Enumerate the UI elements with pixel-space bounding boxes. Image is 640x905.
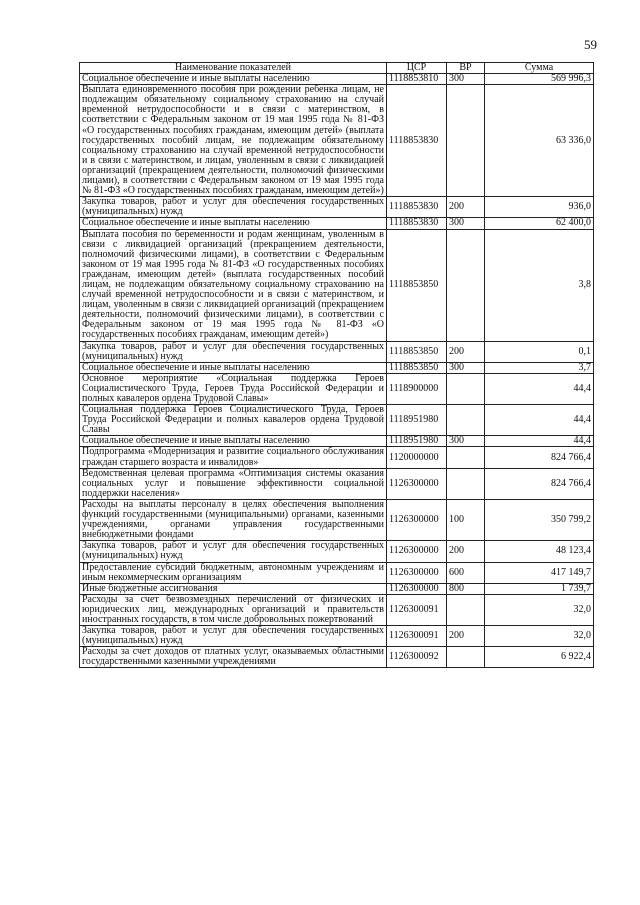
row-sum: 6 922,4 <box>485 647 594 668</box>
row-vr: 300 <box>447 74 485 85</box>
table-row <box>80 436 594 447</box>
row-csr: 1118853850 <box>387 362 447 373</box>
row-vr <box>447 405 485 436</box>
row-vr <box>447 229 485 341</box>
row-sum: 44,4 <box>485 373 594 404</box>
table-row <box>80 562 594 583</box>
table-row <box>80 362 594 373</box>
table-row <box>80 647 594 668</box>
row-name: Социальное обеспечение и иные выплаты населению <box>80 218 387 229</box>
row-csr: 1118951980 <box>387 405 447 436</box>
row-csr: 1126300000 <box>387 541 447 562</box>
row-vr: 100 <box>447 499 485 540</box>
row-name: Закупка товаров, работ и услуг для обеспечения государственных (муниципальных) нужд <box>80 541 387 562</box>
row-sum: 3,7 <box>485 362 594 373</box>
row-vr: 200 <box>447 626 485 647</box>
row-sum: 569 996,3 <box>485 74 594 85</box>
row-sum: 63 336,0 <box>485 85 594 197</box>
table-row <box>80 218 594 229</box>
row-vr <box>447 647 485 668</box>
row-sum: 350 799,2 <box>485 499 594 540</box>
row-vr: 600 <box>447 562 485 583</box>
header-csr: ЦСР <box>387 63 447 74</box>
row-sum: 417 149,7 <box>485 562 594 583</box>
table-row <box>80 499 594 540</box>
row-vr: 300 <box>447 362 485 373</box>
row-name: Закупка товаров, работ и услуг для обеспечения государственных (муниципальных) нужд <box>80 341 387 362</box>
row-csr: 1118853810 <box>387 74 447 85</box>
row-vr: 200 <box>447 341 485 362</box>
table-row <box>80 229 594 341</box>
row-vr: 800 <box>447 583 485 594</box>
row-csr: 1126300092 <box>387 647 447 668</box>
table-row <box>80 341 594 362</box>
row-vr <box>447 85 485 197</box>
row-sum: 824 766,4 <box>485 468 594 499</box>
table-row <box>80 74 594 85</box>
row-vr <box>447 447 485 468</box>
table-row <box>80 85 594 197</box>
budget-table <box>79 62 594 668</box>
row-name: Закупка товаров, работ и услуг для обеспечения государственных (муниципальных) нужд <box>80 197 387 218</box>
row-name: Социальное обеспечение и иные выплаты населению <box>80 362 387 373</box>
row-name: Выплата пособия по беременности и родам женщинам, уволенным в связи с ликвидацией организаций (прекращением деятельности, полномочий физическими лицами), в соответствии с Федеральным законом от 19 мая 1995 года № 81-ФЗ «О государственных пособиях гражданам, имеющим детей» (выплата государственных пособий лицам, не подлежащим обязательному социальному страхованию на случай временной нетрудоспособности и в связи с материнством, и лицам, уволенным в связи с ликвидацией организаций (прекращением деятельности, полномочий физическими лицами), в соответствии с Федеральным законом от 19 мая 1995 года № 81-ФЗ «О государственных пособиях гражданам, имеющим детей») <box>80 229 387 341</box>
row-name: Ведомственная целевая программа «Оптимизация системы оказания социальных услуг и повышение эффективности социальной поддержки населения» <box>80 468 387 499</box>
row-sum: 48 123,4 <box>485 541 594 562</box>
row-name: Расходы за счет доходов от платных услуг, оказываемых областными государственными казенными учреждениями <box>80 647 387 668</box>
row-sum: 44,4 <box>485 405 594 436</box>
page-number: 59 <box>584 37 597 52</box>
table-header-row <box>80 63 594 74</box>
row-sum: 44,4 <box>485 436 594 447</box>
row-name: Расходы на выплаты персоналу в целях обеспечения выполнения функций государственными (муниципальными) органами, казенными учреждениями, органами управления государственными внебюджетными фондами <box>80 499 387 540</box>
row-sum: 32,0 <box>485 594 594 625</box>
row-sum: 32,0 <box>485 626 594 647</box>
header-vr: ВР <box>447 63 485 74</box>
row-csr: 1126300000 <box>387 562 447 583</box>
row-csr: 1120000000 <box>387 447 447 468</box>
header-name: Наименование показателей <box>80 63 387 74</box>
row-sum: 1 739,7 <box>485 583 594 594</box>
table-row <box>80 447 594 468</box>
table-row <box>80 405 594 436</box>
row-csr: 1126300000 <box>387 468 447 499</box>
row-sum: 3,8 <box>485 229 594 341</box>
row-csr: 1118853850 <box>387 341 447 362</box>
row-sum: 824 766,4 <box>485 447 594 468</box>
row-vr: 300 <box>447 218 485 229</box>
row-csr: 1118853830 <box>387 197 447 218</box>
row-name: Социальное обеспечение и иные выплаты населению <box>80 74 387 85</box>
row-vr: 200 <box>447 541 485 562</box>
row-name: Иные бюджетные ассигнования <box>80 583 387 594</box>
row-sum: 936,0 <box>485 197 594 218</box>
row-csr: 1126300000 <box>387 583 447 594</box>
row-name: Закупка товаров, работ и услуг для обеспечения государственных (муниципальных) нужд <box>80 626 387 647</box>
table-row <box>80 626 594 647</box>
row-vr: 300 <box>447 436 485 447</box>
header-sum: Сумма <box>485 63 594 74</box>
row-sum: 62 400,0 <box>485 218 594 229</box>
row-name: Основное мероприятие «Социальная поддержка Героев Социалистического Труда, Героев Труда Российской Федерации и полных кавалеров ордена Трудовой Славы» <box>80 373 387 404</box>
row-sum: 0,1 <box>485 341 594 362</box>
row-vr <box>447 468 485 499</box>
row-csr: 1118853850 <box>387 229 447 341</box>
row-csr: 1118853830 <box>387 218 447 229</box>
row-vr: 200 <box>447 197 485 218</box>
row-vr <box>447 594 485 625</box>
row-name: Расходы за счет безвозмездных перечислений от физических и юридических лиц, международных организаций и правительств иностранных государств, в том числе добровольных пожертвований <box>80 594 387 625</box>
row-vr <box>447 373 485 404</box>
row-csr: 1118900000 <box>387 373 447 404</box>
table-row <box>80 468 594 499</box>
row-name: Социальная поддержка Героев Социалистического Труда, Героев Труда Российской Федерации и полных кавалеров ордена Трудовой Славы <box>80 405 387 436</box>
row-csr: 1118951980 <box>387 436 447 447</box>
table-row <box>80 594 594 625</box>
row-name: Выплата единовременного пособия при рождении ребенка лицам, не подлежащим обязательному социальному страхованию на случай временной нетрудоспособности и в связи с материнством, в соответствии с Федеральным законом от 19 мая 1995 года № 81-ФЗ «О государственных пособиях гражданам, имеющим детей» (выплата государственных пособий лицам, не подлежащим обязательному социальному страхованию на случай временной нетрудоспособности и в связи с материнством, и лицам, уволенным в связи с ликвидацией организаций (прекращением деятельности, полномочий физическими лицами), в соответствии с Федеральным законом от 19 мая 1995 года № 81-ФЗ «О государственных пособиях гражданам, имеющим детей») <box>80 85 387 197</box>
row-csr: 1118853830 <box>387 85 447 197</box>
table-row <box>80 583 594 594</box>
table-row <box>80 541 594 562</box>
row-name: Подпрограмма «Модернизация и развитие социального обслуживания граждан старшего возраста и инвалидов» <box>80 447 387 468</box>
table-row <box>80 197 594 218</box>
row-csr: 1126300091 <box>387 626 447 647</box>
table-row <box>80 373 594 404</box>
row-name: Предоставление субсидий бюджетным, автономным учреждениям и иным некоммерческим организациям <box>80 562 387 583</box>
row-csr: 1126300091 <box>387 594 447 625</box>
row-name: Социальное обеспечение и иные выплаты населению <box>80 436 387 447</box>
row-csr: 1126300000 <box>387 499 447 540</box>
